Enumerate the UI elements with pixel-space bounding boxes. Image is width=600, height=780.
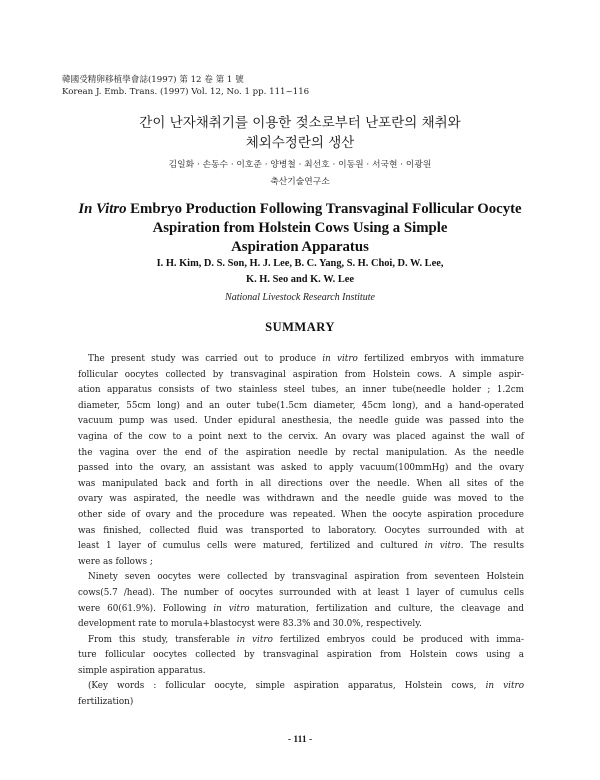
- summary-paragraph-1: [78, 352, 524, 570]
- summary-body: [78, 352, 524, 711]
- summary-line: ation apparatus consists of two stainless steel tubes, an inner tube(needle holder ; 1.2cm: [78, 385, 524, 396]
- summary-line: was finished, collected fluid was transported to laboratory. Oocytes surrounded with at: [78, 525, 524, 536]
- summary-line: follicular oocytes collected by transvaginal aspiration from Holstein cows. A simple aspir-: [78, 369, 524, 380]
- journal-english: Korean J. Emb. Trans. (1997) Vol. 12, No. 1 pp. 111~116: [62, 87, 310, 97]
- english-title-line2: Aspiration from Holstein Cows Using a Simple: [152, 220, 448, 236]
- summary-line: (Key words : follicular oocyte, simple aspiration apparatus, Holstein cows, in vitro: [88, 681, 524, 692]
- summary-paragraph-4: [78, 679, 524, 710]
- korean-title-line1: 간이 난자채취기를 이용한 젖소로부터 난포란의 채취와: [139, 115, 461, 131]
- page-number: - 111 -: [287, 735, 313, 745]
- korean-authors: 김일화 · 손동수 · 이호준 · 양병철 · 최선호 · 이동원 · 서국현 · 이광원: [168, 160, 432, 170]
- summary-line: fertilization): [78, 697, 134, 708]
- english-title-line1: [0, 201, 600, 218]
- korean-title-line2: 체외수정란의 생산: [245, 135, 355, 151]
- summary-line: diameter, 55cm long) and an outer tube(1.5cm diameter, 45cm long), and a hand-operated: [78, 400, 524, 411]
- summary-line: was manipulated back and forth in all directions over the needle. When all sites of the: [78, 478, 524, 489]
- journal-korean: 韓國受精卵移植學會誌(1997) 第 12 卷 第 1 號: [62, 75, 244, 85]
- summary-paragraph-3: [78, 633, 524, 680]
- summary-line: the vagina over the end of the aspiration needle by rectal manipulation. As the needle: [78, 447, 524, 458]
- summary-heading: SUMMARY: [265, 320, 335, 334]
- summary-line: Ninety seven oocytes were collected by transvaginal aspiration from seventeen Holstein: [88, 572, 524, 583]
- english-affiliation: National Livestock Research Institute: [225, 292, 375, 303]
- summary-line: The present study was carried out to produce in vitro fertilized embryos with immature: [88, 354, 524, 364]
- english-title-italic: In Vitro: [78, 201, 127, 217]
- summary-line: From this study, transferable in vitro fertilized embryos could be produced with imma-: [88, 634, 524, 645]
- summary-line: least 1 layer of cumulus cells were matured, fertilized and cultured in vitro. The results: [78, 541, 524, 552]
- english-title-line1-rest: Embryo Production Following Transvaginal Follicular Oocyte: [126, 201, 522, 217]
- summary-line: were 60(61.9%). Following in vitro maturation, fertilization and culture, the cleavage and: [78, 603, 524, 614]
- summary-line: cows(5.7 /head). The number of oocytes surrounded with at least 1 layer of cumulus cells: [78, 587, 524, 598]
- english-title-line3: Aspiration Apparatus: [231, 239, 369, 255]
- english-authors-line1: I. H. Kim, D. S. Son, H. J. Lee, B. C. Yang, S. H. Choi, D. W. Lee,: [156, 258, 444, 269]
- summary-paragraph-2: [78, 570, 524, 632]
- summary-line: vacuum pump was used. Under epidural anesthesia, the needle guide was passed into the: [78, 416, 524, 427]
- korean-affiliation: 축산기술연구소: [270, 177, 330, 187]
- english-authors-line2: K. H. Seo and K. W. Lee: [246, 274, 354, 285]
- summary-line: development rate to morula+blastocyst were 83.3% and 30.0%, respectively.: [78, 619, 422, 630]
- summary-line: passed into the ovary, an assistant was asked to apply vacuum(100mmHg) and the ovary: [78, 463, 524, 474]
- summary-line: other side of ovary and the procedure was repeated. When the oocyte aspiration procedure: [78, 509, 524, 520]
- summary-line: ture follicular oocytes collected by transvaginal aspiration from Holstein cows using a: [78, 650, 524, 661]
- summary-line: vagina of the cow to a point next to the cervix. An ovary was placed against the wall of: [78, 431, 524, 442]
- journal-header: [62, 74, 309, 98]
- summary-line: simple aspiration apparatus.: [78, 665, 206, 676]
- summary-line: were as follows ;: [78, 556, 153, 567]
- summary-line: ovary was aspirated, the needle was withdrawn and the needle guide was moved to the: [78, 494, 524, 505]
